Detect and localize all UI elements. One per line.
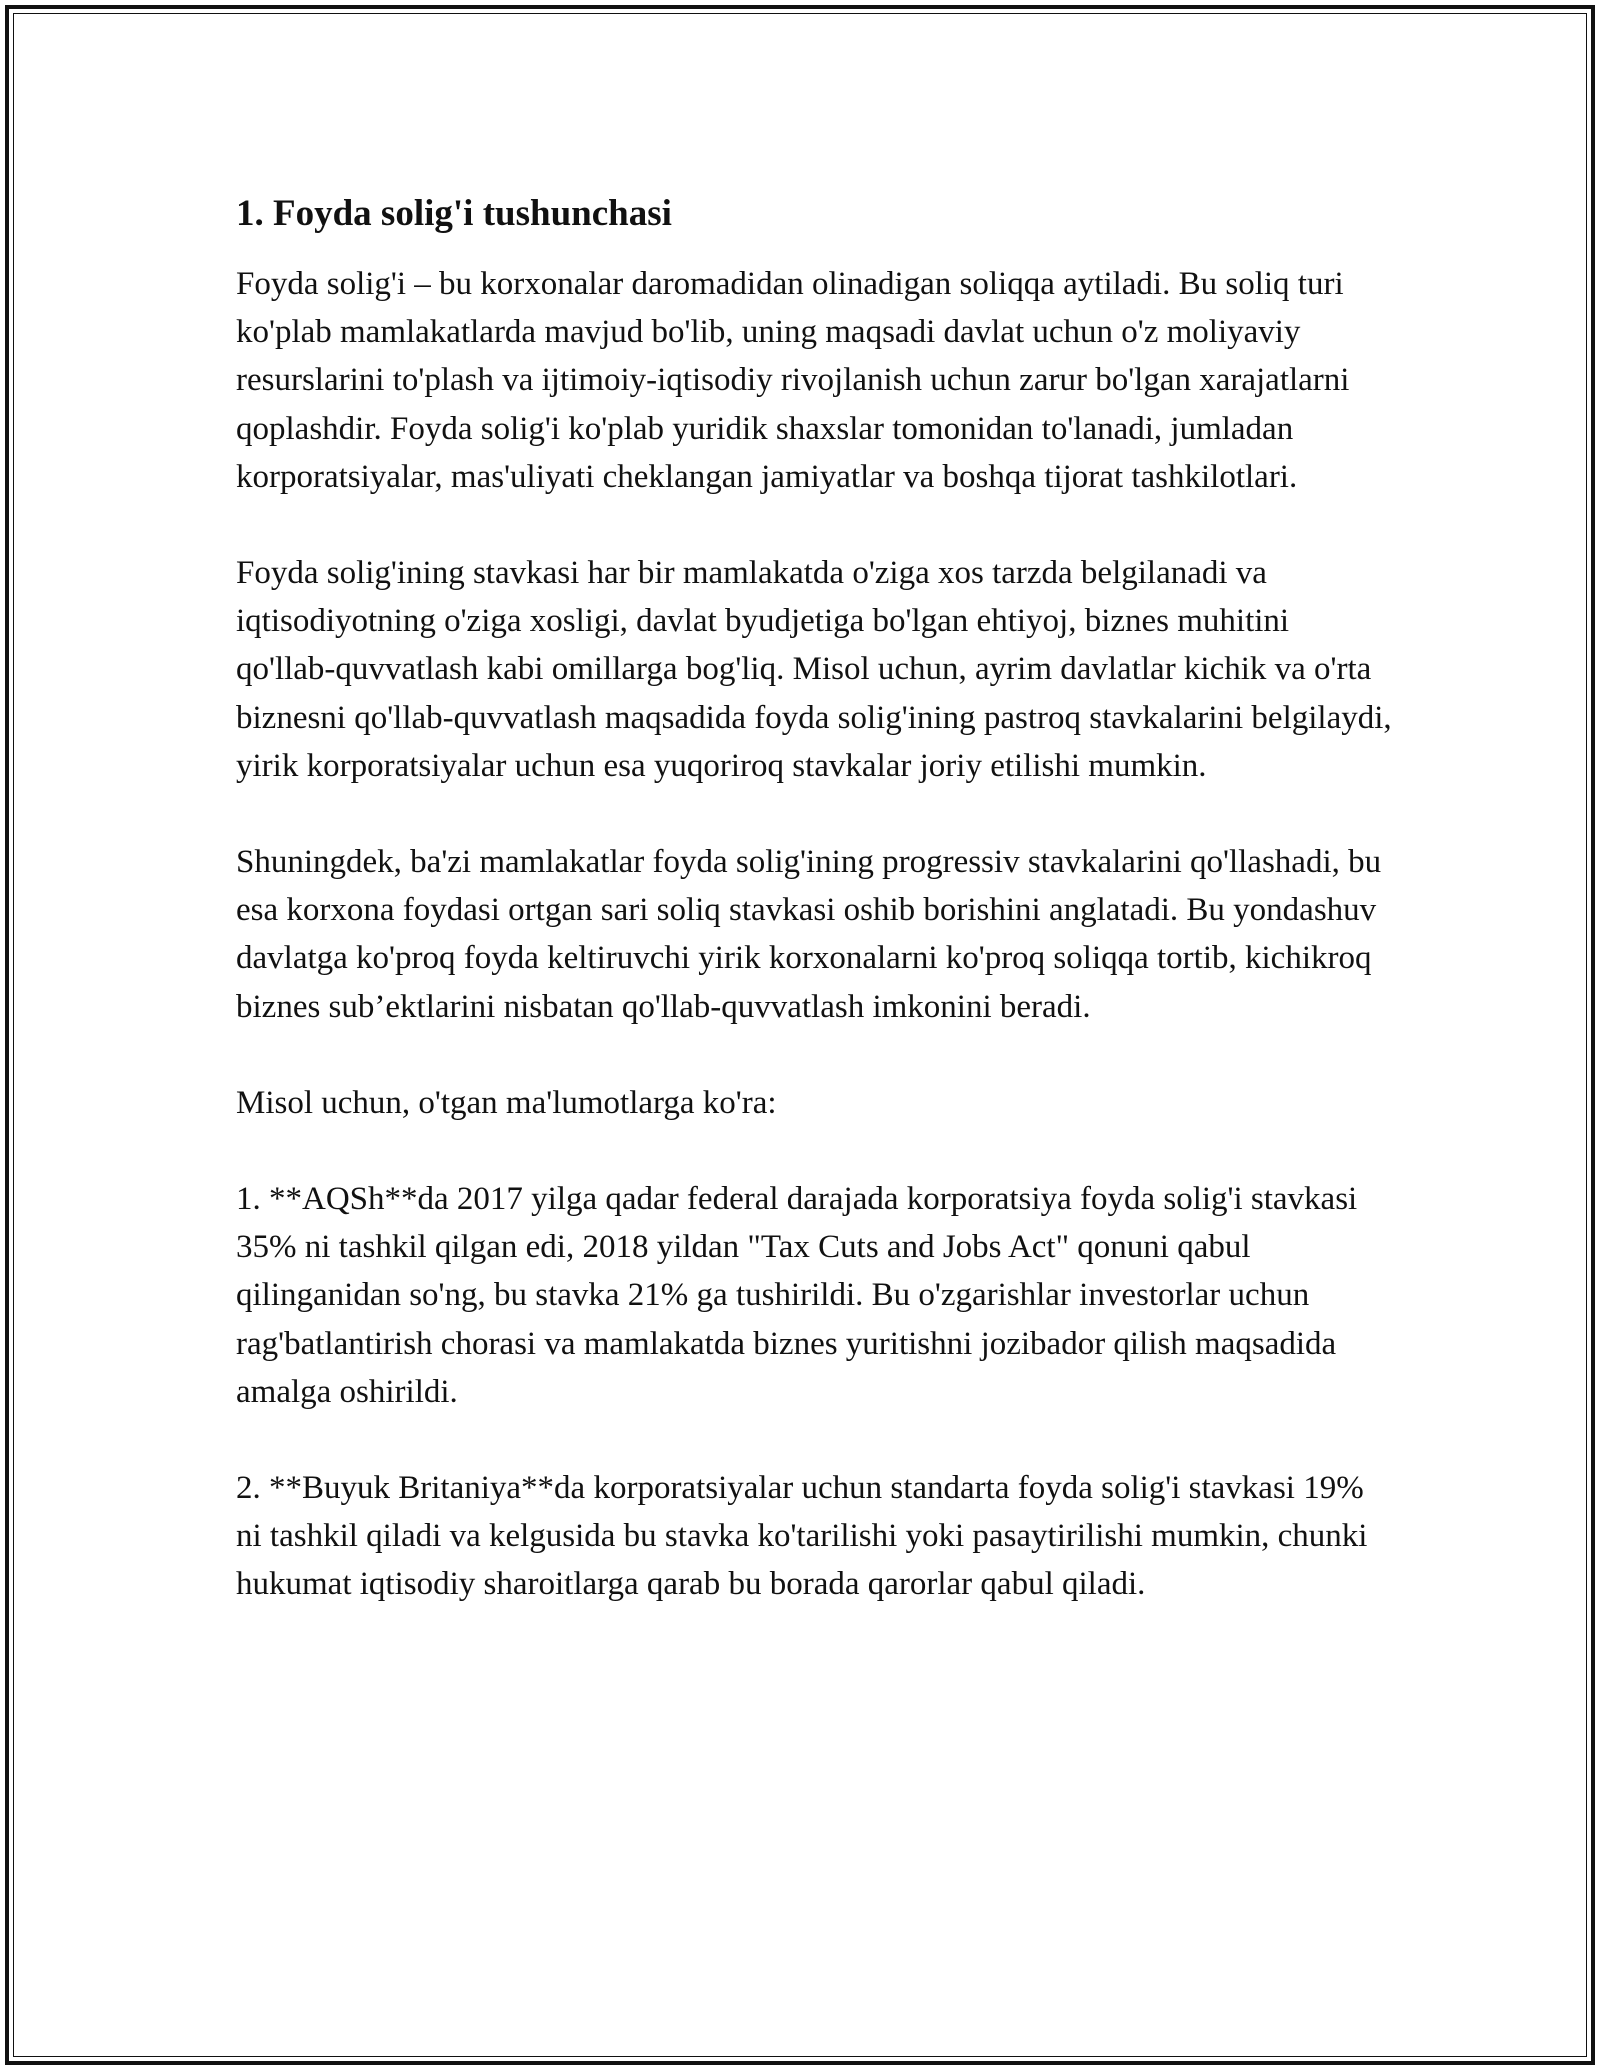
paragraph-example-uk: 2. **Buyuk Britaniya**da korporatsiyalar uchun standarta foyda solig'i stavkasi 19% ni tashkil qiladi va kelgusida bu stavka ko'tarilishi yoki pasaytirilishi mumkin, chunki hukumat iqtisodiy sharoitlarga qarab bu borada qarorlar qabul qiladi. (236, 1470, 1368, 1603)
document-body (236, 190, 1396, 1609)
paragraph-example-usa: 1. **AQSh**da 2017 yilga qadar federal darajada korporatsiya foyda solig'i stavkasi 35% ni tashkil qilgan edi, 2018 yildan "Tax Cuts and Jobs Act" qonuni qabul qilinganidan so'ng, bu stavka 21% ga tushirildi. Bu o'zgarishlar investorlar uchun rag'batlantirish chorasi va mamlakatda biznes yuritishni jozibador qilish maqsadida amalga oshirildi. (236, 1181, 1358, 1410)
paragraph-examples-intro: Misol uchun, o'tgan ma'lumotlarga ko'ra: (236, 1084, 777, 1121)
paragraph-definition: Foyda solig'i – bu korxonalar daromadidan olinadigan soliqqa aytiladi. Bu soliq turi ko'plab mamlakatlarda mavjud bo'lib, uning maqsadi davlat uchun o'z moliyaviy resurslarini to'plash va ijtimoiy-iqtisodiy rivojlanish uchun zarur bo'lgan xarajatlarni qoplashdir. Foyda solig'i ko'plab yuridik shaxslar tomonidan to'lanadi, jumladan korporatsiyalar, mas'uliyati cheklangan jamiyatlar va boshqa tijorat tashkilotlari. (236, 266, 1350, 495)
paragraph-rates: Foyda solig'ining stavkasi har bir mamlakatda o'ziga xos tarzda belgilanadi va iqtisodiyotning o'ziga xosligi, davlat byudjetiga bo'lgan ehtiyoj, biznes muhitini qo'llab-quvvatlash kabi omillarga bog'liq. Misol uchun, ayrim davlatlar kichik va o'rta biznesni qo'llab-quvvatlash maqsadida foyda solig'ining pastroq stavkalarini belgilaydi, yirik korporatsiyalar uchun esa yuqoriroq stavkalar joriy etilishi mumkin. (236, 555, 1392, 784)
paragraph-progressive: Shuningdek, ba'zi mamlakatlar foyda solig'ining progressiv stavkalarini qo'llashadi, bu esa korxona foydasi ortgan sari soliq stavkasi oshib borishini anglatadi. Bu yondashuv davlatga ko'proq foyda keltiruvchi yirik korxonalarni ko'proq soliqqa tortib, kichikroq biznes sub’ektlarini nisbatan qo'llab-quvvatlash imkonini beradi. (236, 844, 1382, 1025)
section-heading: 1. Foyda solig'i tushunchasi (236, 193, 672, 234)
